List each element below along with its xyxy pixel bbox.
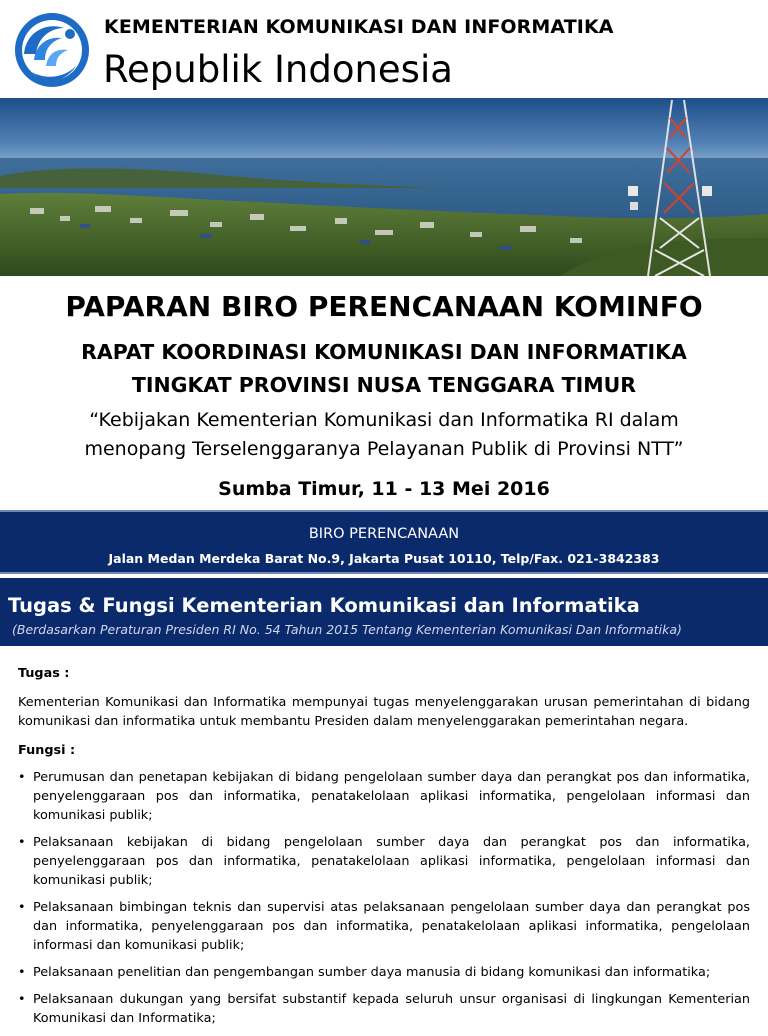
- bullet-icon: •: [18, 770, 26, 785]
- theme-quote-line-2: menopang Terselenggaranya Pelayanan Publik di Provinsi NTT”: [84, 438, 684, 460]
- kominfo-logo-icon: [12, 10, 92, 90]
- fungsi-label: Fungsi :: [18, 743, 76, 758]
- biro-banner: [0, 510, 768, 574]
- section-title: Tugas & Fungsi Kementerian Komunikasi dan Informatika: [8, 594, 640, 617]
- fungsi-item-text: Pelaksanaan kebijakan di bidang pengelolaan sumber daya dan perangkat pos dan informatika, penyelenggaraan pos dan informatika, penatakelolaan aplikasi informatika, pengelolaan informasi dan komunikasi publik;: [33, 835, 750, 888]
- fungsi-item-text: Perumusan dan penetapan kebijakan di bidang pengelolaan sumber daya dan perangkat pos dan informatika, penyelenggaraan pos dan informatika, penatakelolaan aplikasi informatika, pengelolaan informasi dan komunikasi publik;: [33, 770, 750, 823]
- biro-title: BIRO PERENCANAAN: [308, 526, 460, 542]
- bullet-icon: •: [18, 900, 26, 915]
- meeting-title: RAPAT KOORDINASI KOMUNIKASI DAN INFORMATIKA: [81, 340, 687, 364]
- list-item: [18, 990, 750, 1028]
- section-body: [18, 664, 750, 1036]
- bullet-icon: •: [18, 835, 26, 850]
- place-and-date: Sumba Timur, 11 - 13 Mei 2016: [218, 478, 550, 500]
- list-item: [18, 963, 750, 982]
- fungsi-item-text: Pelaksanaan bimbingan teknis dan supervisi atas pelaksanaan pengelolaan sumber daya dan perangkat pos dan informatika, penyelenggaraan pos dan informatika, penatakelolaan aplikasi informatika, pengelolaan informasi dan komunikasi publik;: [33, 900, 750, 953]
- coastal-tower-illustration: [0, 98, 768, 276]
- fungsi-item-text: Pelaksanaan dukungan yang bersifat substantif kepada seluruh unsur organisasi di lingkungan Kementerian Komunikasi dan Informatika;: [33, 992, 750, 1026]
- list-item: [18, 768, 750, 825]
- theme-quote: [0, 406, 768, 464]
- presentation-title: PAPARAN BIRO PERENCANAAN KOMINFO: [65, 290, 703, 323]
- tugas-label: Tugas :: [18, 666, 70, 681]
- republic-name: Republik Indonesia: [103, 48, 453, 91]
- meeting-level: TINGKAT PROVINSI NUSA TENGGARA TIMUR: [131, 373, 637, 397]
- theme-quote-line-1: “Kebijakan Kementerian Komunikasi dan Informatika RI dalam: [89, 409, 679, 431]
- document-header: [0, 0, 768, 98]
- fungsi-item-text: Pelaksanaan penelitian dan pengembangan sumber daya manusia di bidang komunikasi dan informatika;: [33, 965, 711, 980]
- tugas-text: Kementerian Komunikasi dan Informatika mempunyai tugas menyelenggarakan urusan pemerintahan di bidang komunikasi dan informatika untuk membantu Presiden dalam menyelenggarakan pemerintahan negara.: [18, 695, 750, 729]
- landscape-banner-image: [0, 98, 768, 276]
- list-item: [18, 833, 750, 890]
- ministry-name: KEMENTERIAN KOMUNIKASI DAN INFORMATIKA: [104, 16, 614, 38]
- section-subtitle: (Berdasarkan Peraturan Presiden RI No. 54 Tahun 2015 Tentang Kementerian Komunikasi Dan Informatika): [12, 622, 682, 637]
- section-header: [0, 578, 768, 646]
- biro-address: Jalan Medan Merdeka Barat No.9, Jakarta Pusat 10110, Telp/Fax. 021-3842383: [108, 551, 660, 566]
- list-item: [18, 898, 750, 955]
- bullet-icon: •: [18, 965, 26, 980]
- fungsi-list: [18, 768, 750, 1028]
- bullet-icon: •: [18, 992, 26, 1007]
